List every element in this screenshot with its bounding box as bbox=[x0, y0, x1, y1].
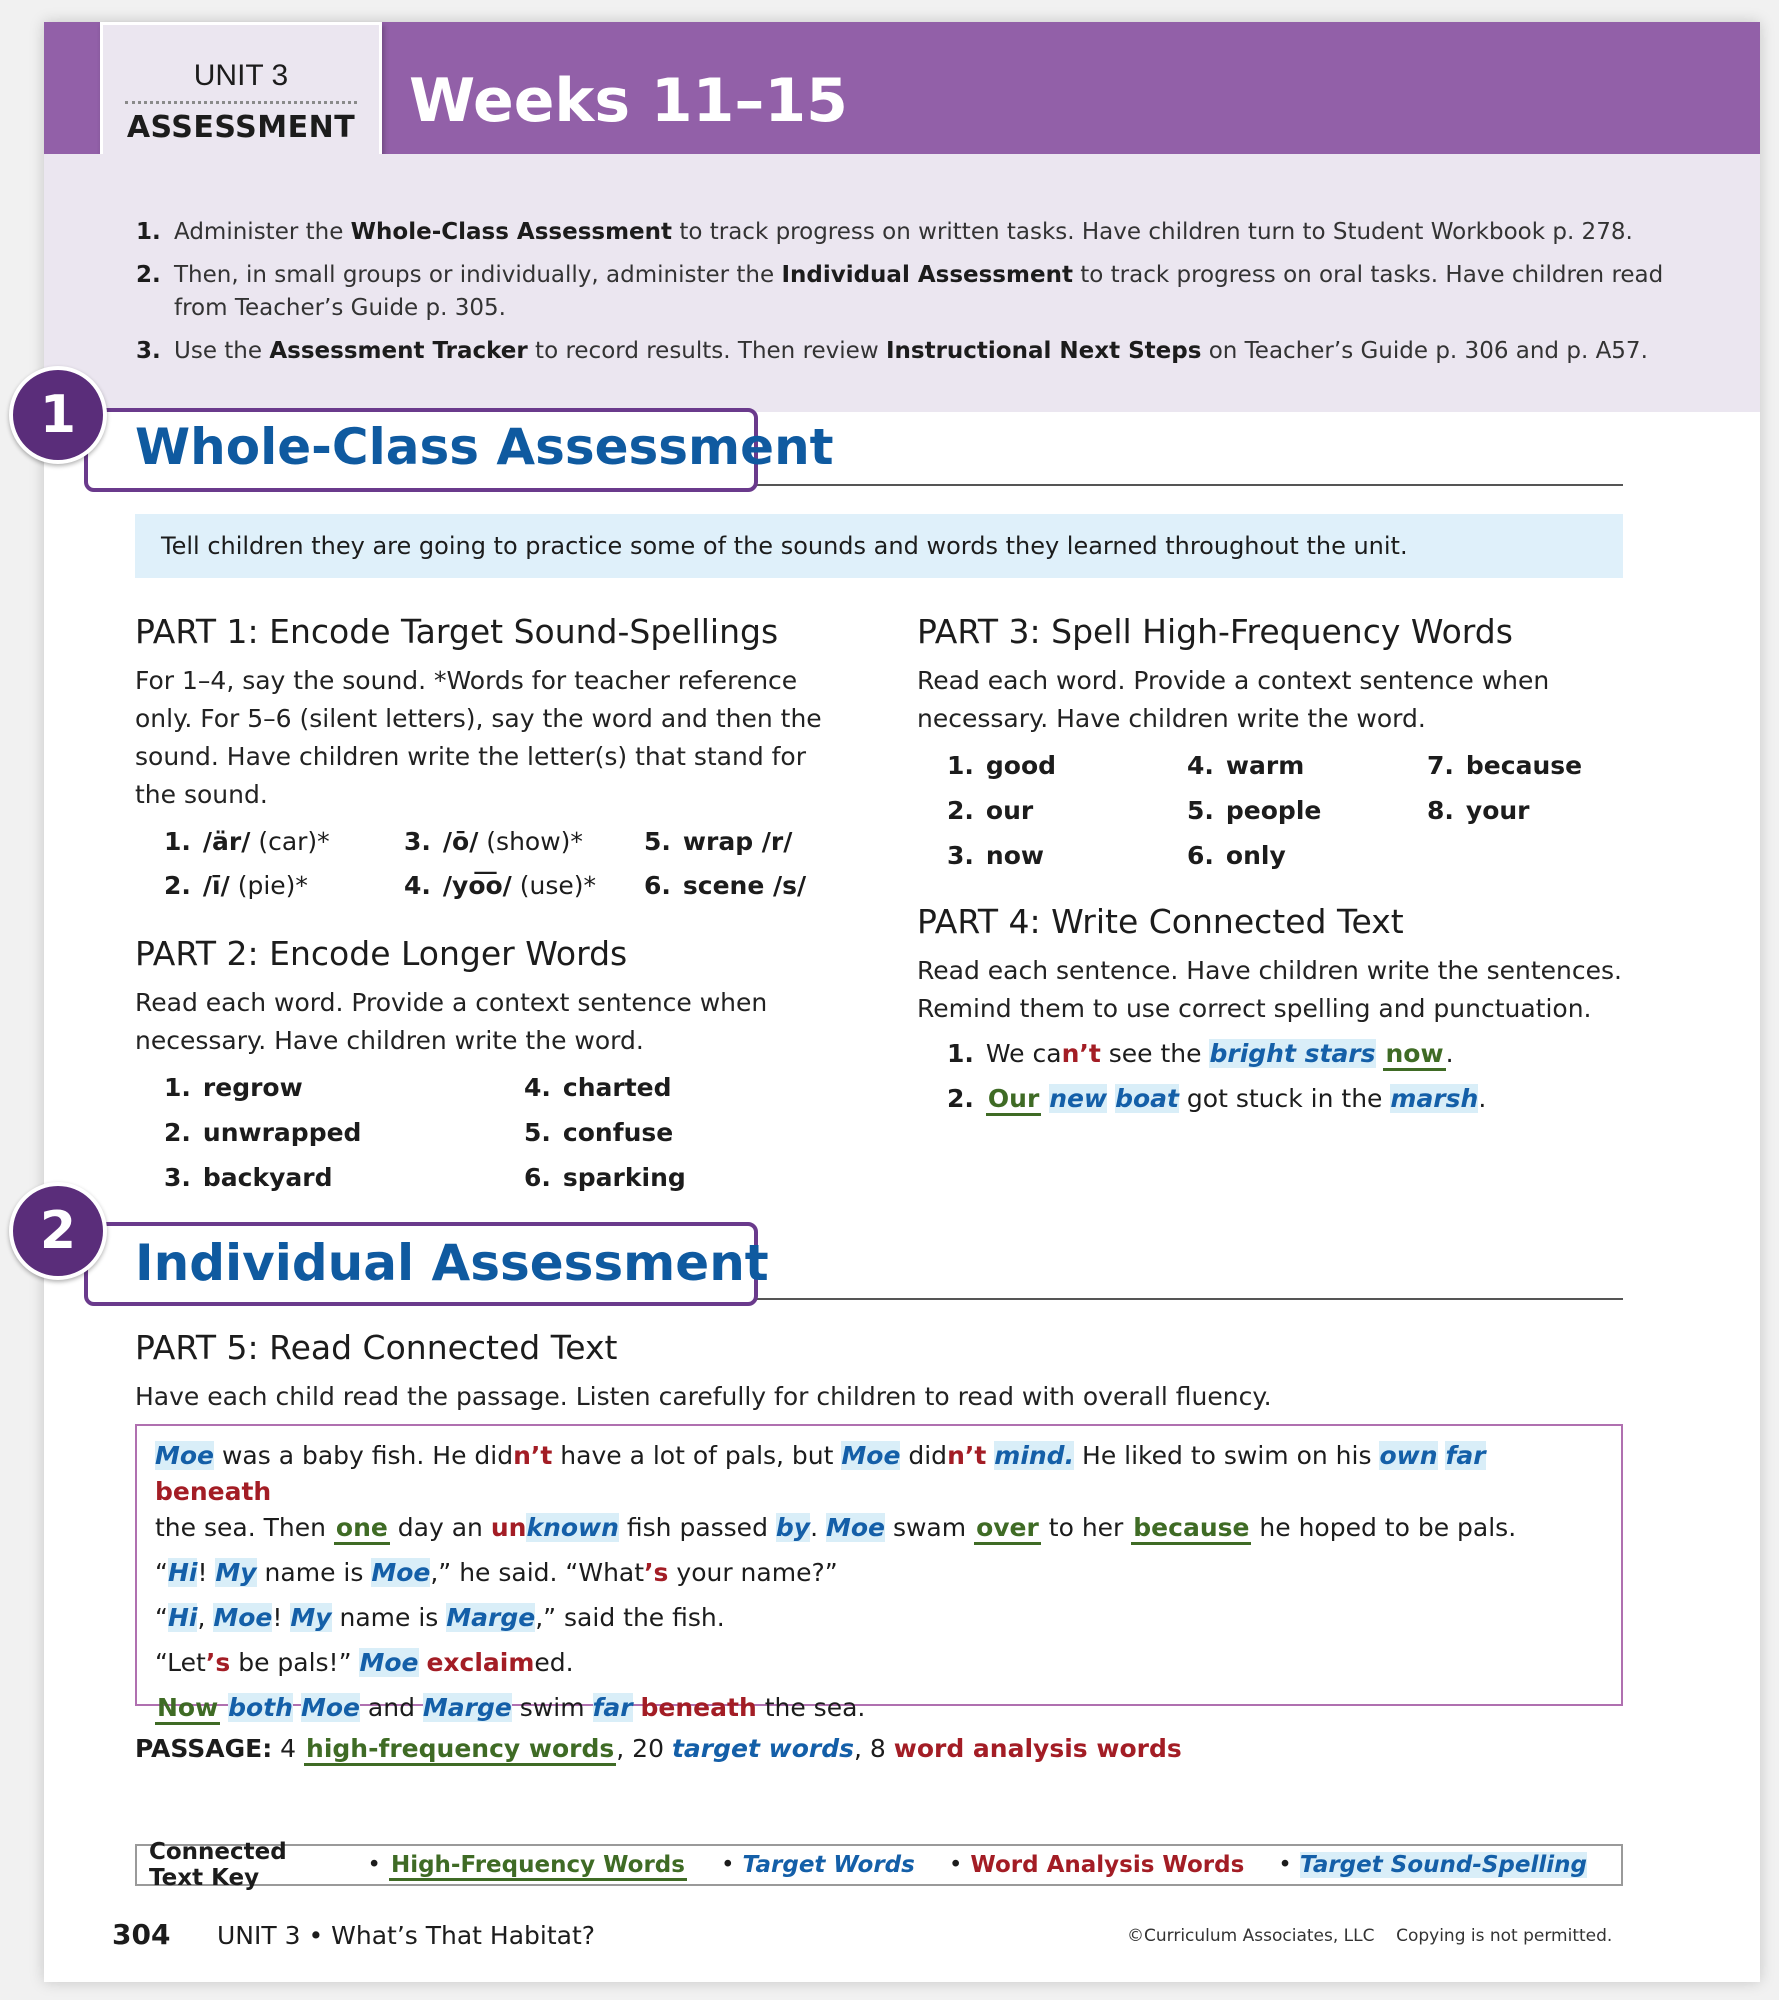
reading-passage bbox=[135, 1424, 1623, 1722]
instruction-item bbox=[136, 335, 1676, 368]
sentence-item: 2. Our new boat got stuck in the marsh. bbox=[947, 1079, 1486, 1119]
passage-line: Now both Moe and Marge swim far beneath the sea. bbox=[155, 1690, 1603, 1726]
passage-line: “Hi! My name is Moe,” he said. “What’s your name?” bbox=[155, 1558, 838, 1587]
word-item: 3. backyard bbox=[164, 1163, 333, 1192]
word-item: 4. charted bbox=[524, 1073, 672, 1102]
section-title: Individual Assessment bbox=[135, 1234, 769, 1292]
instruction-text: Administer the Whole-Class Assessment to track progress on written tasks. Have children turn to Student Workbook p. 278. bbox=[174, 219, 1633, 245]
word-item: 2. unwrapped bbox=[164, 1118, 362, 1147]
part-title: PART 5: Read Connected Text bbox=[135, 1328, 618, 1367]
passage-summary: PASSAGE: 4 high-frequency words, 20 target words, 8 word analysis words bbox=[135, 1734, 1182, 1763]
sound-item: 2. /ī/ (pie)* bbox=[164, 871, 308, 900]
passage-line: “Hi, Moe! My name is Marge,” said the fish. bbox=[155, 1603, 725, 1632]
key-item-word-analysis: • Word Analysis Words bbox=[948, 1852, 1245, 1878]
footer-unit-title: UNIT 3 • What’s That Habitat? bbox=[217, 1921, 596, 1950]
passage-line: “Let’s be pals!” Moe exclaimed. bbox=[155, 1648, 574, 1677]
word-item: 8. your bbox=[1427, 796, 1530, 825]
section-title: Whole-Class Assessment bbox=[135, 418, 834, 476]
sentence-item: 1. We can’t see the bright stars now. bbox=[947, 1034, 1454, 1074]
unit-label-box bbox=[100, 22, 382, 166]
word-item: 4. warm bbox=[1187, 751, 1305, 780]
sound-item: 1. /är/ (car)* bbox=[164, 827, 330, 856]
section-number-badge: 2 bbox=[9, 1182, 107, 1280]
key-item-high-frequency: • High-Frequency Words bbox=[367, 1852, 687, 1878]
part-description: Read each word. Provide a context sentence when necessary. Have children write the word. bbox=[917, 666, 1550, 733]
copyright-notice: ©Curriculum Associates, LLC Copying is not permitted. bbox=[1127, 1926, 1613, 1946]
part-description: Read each sentence. Have children write the sentences. Remind them to use correct spelling and punctuation. bbox=[917, 956, 1622, 1023]
dotted-divider bbox=[125, 101, 357, 104]
sound-item: 3. /ō/ (show)* bbox=[404, 827, 583, 856]
sound-item: 5. wrap /r/ bbox=[644, 827, 793, 856]
item-number: 2. bbox=[136, 262, 161, 288]
unit-number: UNIT 3 bbox=[193, 59, 289, 92]
assessment-label: ASSESSMENT bbox=[126, 110, 356, 145]
instruction-text: Use the Assessment Tracker to record results. Then review Instructional Next Steps on Teacher’s Guide p. 306 and p. A57. bbox=[174, 338, 1648, 364]
word-item: 6. only bbox=[1187, 841, 1286, 870]
key-item-sound-spelling: • Target Sound-Spelling bbox=[1278, 1852, 1587, 1878]
document-page bbox=[39, 22, 1760, 1982]
word-item: 1. good bbox=[947, 751, 1057, 780]
part-description: For 1–4, say the sound. *Words for teacher reference only. For 5–6 (silent letters), say the word and then the sound. Have children write the letter(s) that stand for the sound. bbox=[135, 666, 822, 809]
part-description: Have each child read the passage. Listen carefully for children to read with overall fluency. bbox=[135, 1382, 1272, 1411]
word-item: 6. sparking bbox=[524, 1163, 686, 1192]
part-title: PART 4: Write Connected Text bbox=[917, 902, 1404, 941]
page-title: Weeks 11–15 bbox=[409, 66, 848, 136]
word-item: 2. our bbox=[947, 796, 1034, 825]
part-description: Read each word. Provide a context sentence when necessary. Have children write the word. bbox=[135, 988, 768, 1055]
word-item: 7. because bbox=[1427, 751, 1583, 780]
instructions-list bbox=[136, 216, 1676, 378]
key-title: Connected Text Key bbox=[149, 1839, 287, 1891]
key-item-target: • Target Words bbox=[720, 1852, 915, 1878]
item-number: 1. bbox=[136, 219, 161, 245]
section-number-badge: 1 bbox=[9, 366, 107, 464]
part-title: PART 3: Spell High-Frequency Words bbox=[917, 612, 1513, 651]
sound-item: 6. scene /s/ bbox=[644, 871, 807, 900]
sound-item: 4. /yo͞o/ (use)* bbox=[404, 871, 597, 900]
word-item: 5. confuse bbox=[524, 1118, 674, 1147]
instruction-item bbox=[136, 259, 1676, 325]
word-item: 1. regrow bbox=[164, 1073, 303, 1102]
word-item: 3. now bbox=[947, 841, 1044, 870]
teacher-script-box: Tell children they are going to practice some of the sounds and words they learned throughout the unit. bbox=[135, 514, 1623, 578]
instruction-text: Then, in small groups or individually, administer the Individual Assessment to track progress on oral tasks. Have children read from Teacher’s Guide p. 305. bbox=[174, 262, 1664, 321]
word-item: 5. people bbox=[1187, 796, 1322, 825]
part-title: PART 1: Encode Target Sound-Spellings bbox=[135, 612, 779, 651]
connected-text-key bbox=[135, 1839, 1623, 1891]
instruction-item bbox=[136, 216, 1676, 249]
part-title: PART 2: Encode Longer Words bbox=[135, 934, 628, 973]
page-number: 304 bbox=[112, 1918, 171, 1951]
passage-line: Moe was a baby fish. He didn’t have a lot of pals, but Moe didn’t mind. He liked to swim on his own far beneath the sea. Then one day an unknown fish passed by. Moe swam over to her because he hoped to be pals. bbox=[155, 1438, 1603, 1546]
item-number: 3. bbox=[136, 338, 161, 364]
